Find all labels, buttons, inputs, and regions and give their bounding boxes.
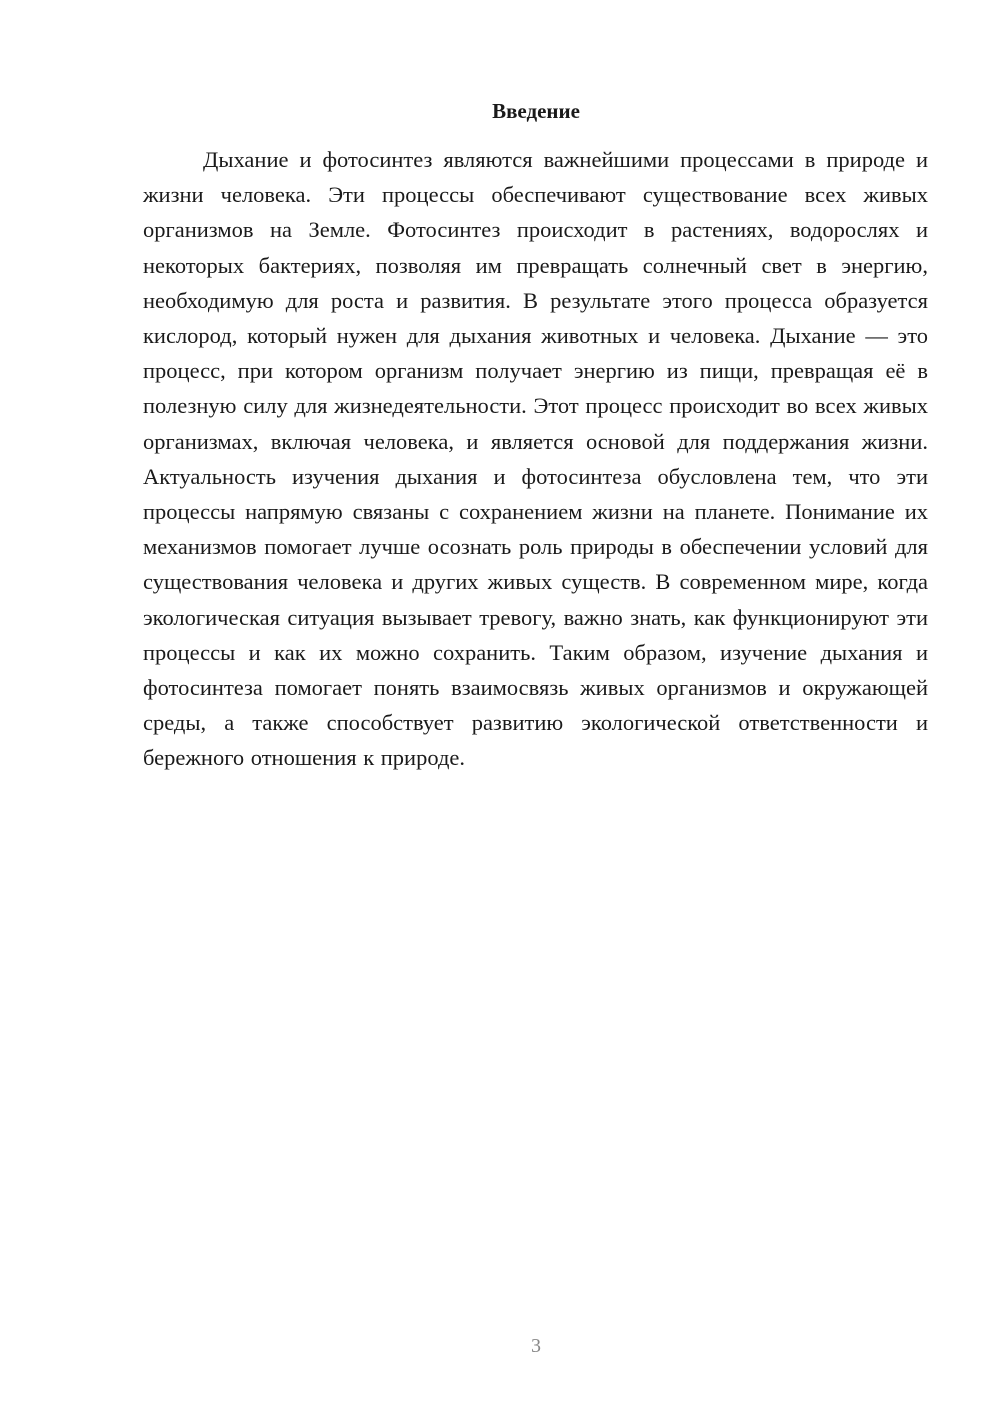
body-paragraph: Дыхание и фотосинтез являются важнейшими процессами в природе и жизни человека. Эти процессы обеспечивают существование всех живых организмов на Земле. Фотосинтез происходит в растениях, водорослях и некоторых бактериях, позволяя им превращать солнечный свет в энергию, необходимую для роста и развития. В результате этого процесса образуется кислород, который нужен для дыхания животных и человека. Дыхание — это процесс, при котором организм получает энергию из пищи, превращая её в полезную силу для жизнедеятельности. Этот процесс происходит во всех живых организмах, включая человека, и является основой для поддержания жизни. Актуальность изучения дыхания и фотосинтеза обусловлена тем, что эти процессы напрямую связаны с сохранением жизни на планете. Понимание их механизмов помогает лучше осознать роль природы в обеспечении условий для существования человека и других живых существ. В современном мире, когда экологическая ситуация вызывает тревогу, важно знать, как функционируют эти процессы и как их можно сохранить. Таким образом, изучение дыхания и фотосинтеза помогает понять взаимосвязь живых организмов и окружающей среды, а также способствует развитию экологической ответственности и бережного отношения к природе. xyxy=(143,147,928,771)
section-title: Введение xyxy=(492,99,580,123)
page-number: 3 xyxy=(531,1335,541,1357)
